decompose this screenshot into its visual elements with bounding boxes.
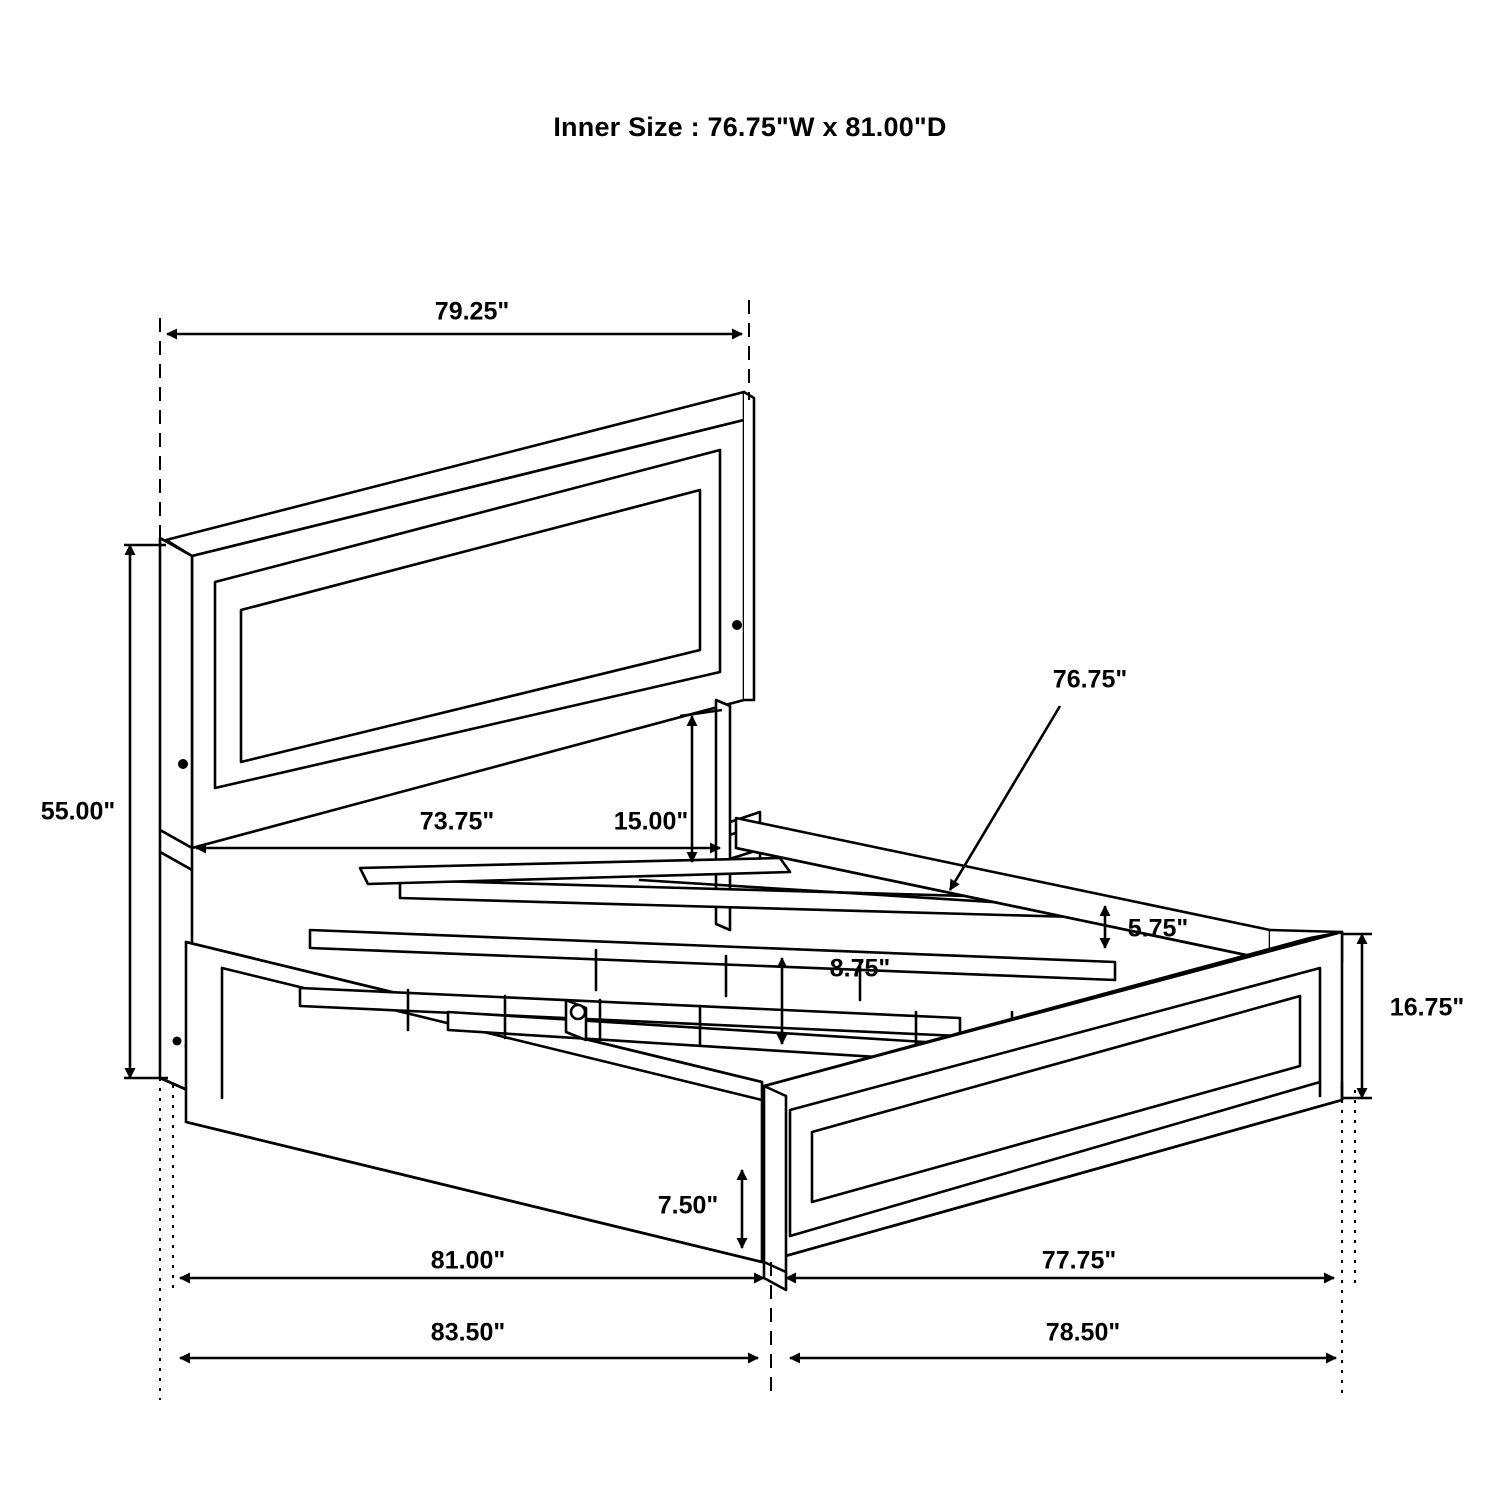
label-rail-offset: 5.75" [1127, 914, 1189, 943]
label-floor-clearance: 7.50" [657, 1191, 719, 1220]
page-title: Inner Size : 76.75"W x 81.00"D [553, 112, 947, 142]
label-overall-length: 83.50" [430, 1318, 506, 1347]
label-slat-height: 8.75" [829, 954, 891, 983]
label-headboard-width: 79.25" [434, 297, 510, 326]
label-side-rail-length: 81.00" [430, 1246, 506, 1275]
label-slat-span: 76.75" [1052, 665, 1128, 694]
leader-slat-span [950, 706, 1060, 890]
label-overall-width: 78.50" [1045, 1318, 1121, 1347]
label-footboard-height: 16.75" [1389, 993, 1465, 1022]
label-overall-height: 55.00" [40, 797, 116, 826]
label-deck-gap: 15.00" [613, 807, 689, 836]
bed-illustration [160, 392, 1342, 1290]
label-footboard-width: 77.75" [1041, 1246, 1117, 1275]
label-inner-width: 73.75" [419, 807, 495, 836]
